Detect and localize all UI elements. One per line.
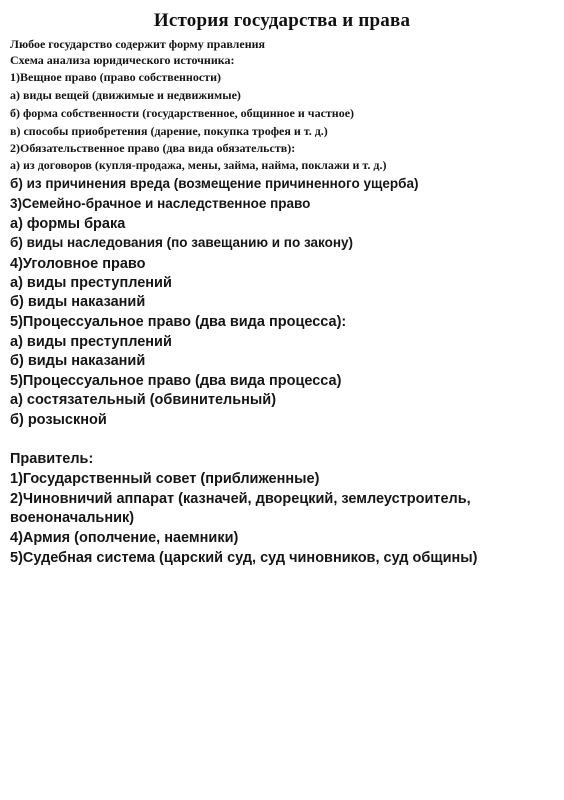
- section-line: а) из договоров (купля-продажа, мены, займа, найма, поклажи и т. д.): [10, 158, 387, 172]
- section-line: 2)Обязательственное право (два вида обязательств):: [10, 141, 296, 155]
- ruler-item: 1)Государственный совет (приближенные): [10, 471, 320, 487]
- ruler-item: 4)Армия (ополчение, наемники): [10, 530, 239, 546]
- section-line: 1)Вещное право (право собственности): [10, 70, 221, 84]
- ruler-item: 5)Судебная система (царский суд, суд чиновников, суд общины): [10, 550, 478, 566]
- section-line: б) из причинения вреда (возмещение причиненного ущерба): [10, 176, 419, 191]
- intro-line: Схема анализа юридического источника:: [10, 53, 235, 67]
- section-line: 3)Семейно-брачное и наследственное право: [10, 196, 311, 211]
- section-line: б) виды наследования (по завещанию и по закону): [10, 235, 353, 250]
- section-line: б) виды наказаний: [10, 294, 146, 310]
- ruler-item: военоначальник): [10, 510, 135, 526]
- section-line: а) формы брака: [10, 216, 126, 232]
- section-line: а) виды вещей (движимые и недвижимые): [10, 88, 241, 102]
- document-title: История государства и права: [153, 10, 411, 31]
- section-line: 5)Процессуальное право (два вида процесса):: [10, 314, 347, 330]
- section-line: в) способы приобретения (дарение, покупка трофея и т. д.): [10, 124, 328, 138]
- section-line: 4)Уголовное право: [10, 256, 146, 272]
- section-line: а) состязательный (обвинительный): [10, 392, 277, 408]
- ruler-item: 2)Чиновничий аппарат (казначей, дворецкий, землеустроитель,: [10, 491, 471, 507]
- section-line: б) розыскной: [10, 412, 107, 428]
- section-line: а) виды преступлений: [10, 275, 172, 291]
- section-line: 5)Процессуальное право (два вида процесса): [10, 373, 342, 389]
- section-line: а) виды преступлений: [10, 334, 172, 350]
- section-line: б) форма собственности (государственное, общинное и частное): [10, 106, 355, 120]
- section-line: б) виды наказаний: [10, 353, 146, 369]
- intro-line: Любое государство содержит форму правления: [10, 37, 266, 51]
- ruler-heading: Правитель:: [10, 451, 94, 467]
